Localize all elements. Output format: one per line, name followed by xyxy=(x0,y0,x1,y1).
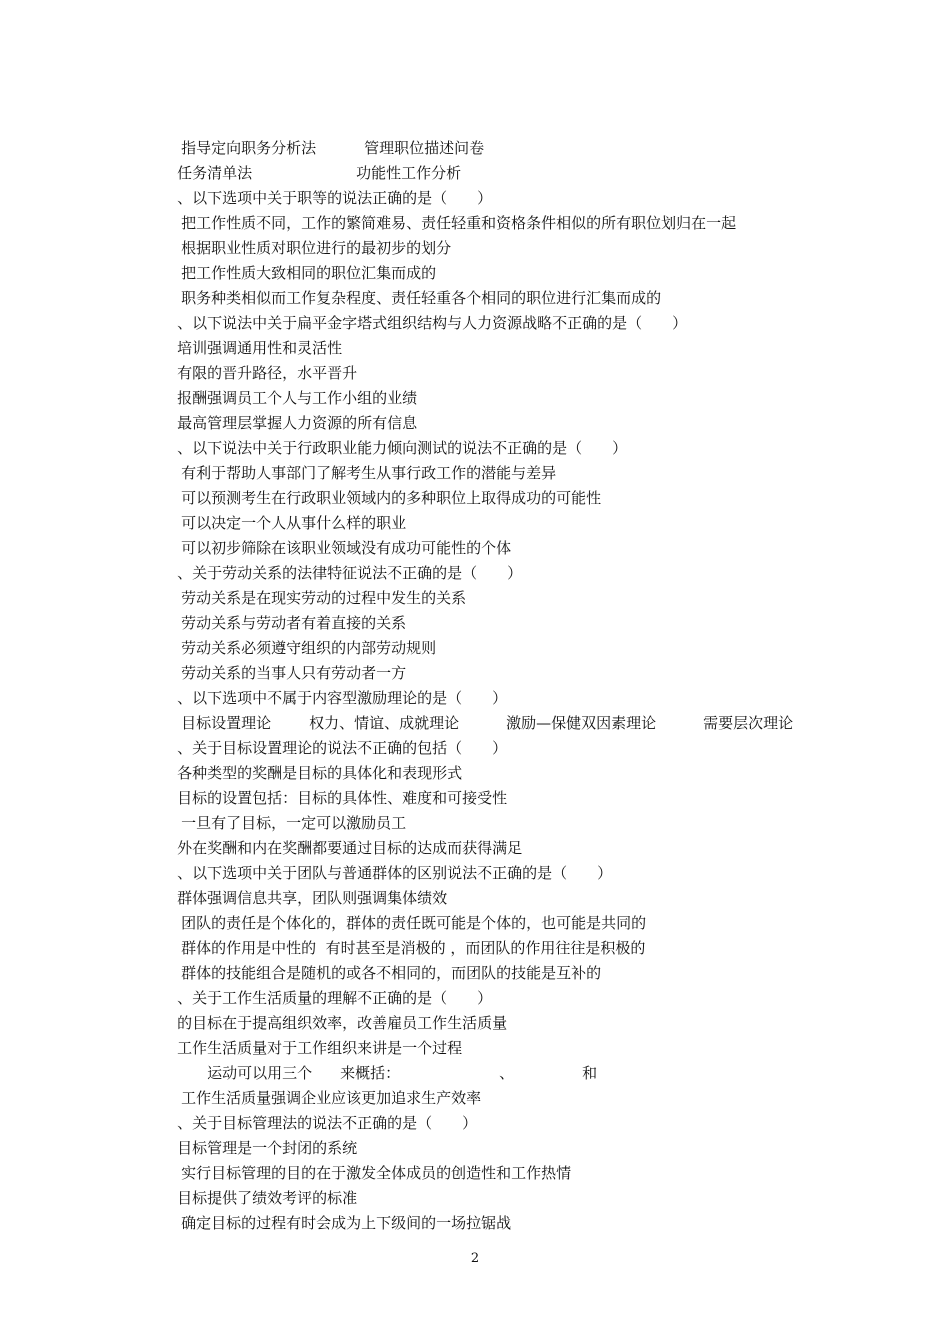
line-segment: 、以下选项中关于职等的说法正确的是（ ） xyxy=(177,189,493,207)
line-segment: 、关于目标管理法的说法不正确的是（ ） xyxy=(177,1114,478,1132)
line-segment: 把工作性质大致相同的职位汇集而成的 xyxy=(181,264,437,282)
line-segment: 权力、情谊、成就理论 xyxy=(309,714,460,732)
line-segment: 工作生活质量对于工作组织来讲是一个过程 xyxy=(177,1039,463,1057)
line-segment: 管理职位描述问卷 xyxy=(364,139,485,157)
line-segment: 、关于工作生活质量的理解不正确的是（ ） xyxy=(177,989,493,1007)
line-segment: 目标管理是一个封闭的系统 xyxy=(177,1139,358,1157)
line-segment: 实行目标管理的目的在于激发全体成员的创造性和工作热情 xyxy=(181,1164,572,1182)
line-segment: 任务清单法 xyxy=(177,164,253,182)
line-segment: 可以初步筛除在该职业领域没有成功可能性的个体 xyxy=(181,539,512,557)
line-segment: 的目标在于提高组织效率，改善雇员工作生活质量 xyxy=(177,1014,508,1032)
line-segment: 可以预测考生在行政职业领域内的多种职位上取得成功的可能性 xyxy=(181,489,602,507)
line-segment: 、关于劳动关系的法律特征说法不正确的是（ ） xyxy=(177,564,523,582)
line-segment: 工作生活质量强调企业应该更加追求生产效率 xyxy=(181,1089,482,1107)
line-segment: 、以下说法中关于扁平金字塔式组织结构与人力资源战略不正确的是（ ） xyxy=(177,314,688,332)
line-segment: 群体的作用是中性的 有时甚至是消极的 ，而团队的作用往往是积极的 xyxy=(181,939,646,957)
page-number: 2 xyxy=(470,1251,480,1266)
line-segment: 职务种类相似而工作复杂程度、责任轻重各个相同的职位进行汇集而成的 xyxy=(181,289,662,307)
line-segment: 把工作性质不同，工作的繁简难易、责任轻重和资格条件相似的所有职位划归在一起 xyxy=(181,214,737,232)
line-segment: 、 xyxy=(499,1064,515,1082)
line-segment: 最高管理层掌握人力资源的所有信息 xyxy=(177,414,418,432)
line-segment: 劳动关系与劳动者有着直接的关系 xyxy=(181,614,407,632)
line-segment: 外在奖酬和内在奖酬都要通过目标的达成而获得满足 xyxy=(177,839,523,857)
line-segment: 报酬强调员工个人与工作小组的业绩 xyxy=(177,389,418,407)
line-segment: 确定目标的过程有时会成为上下级间的一场拉锯战 xyxy=(181,1214,512,1232)
line-segment: 团队的责任是个体化的，群体的责任既可能是个体的，也可能是共同的 xyxy=(181,914,647,932)
line-segment: 有限的晋升路径，水平晋升 xyxy=(177,364,358,382)
line-segment: 劳动关系是在现实劳动的过程中发生的关系 xyxy=(181,589,467,607)
line-segment: 指导定向职务分析法 xyxy=(181,139,317,157)
option-line xyxy=(162,1193,511,1253)
line-segment: 培训强调通用性和灵活性 xyxy=(177,339,343,357)
line-segment: 有利于帮助人事部门了解考生从事行政工作的潜能与差异 xyxy=(181,464,557,482)
option-line xyxy=(684,693,793,753)
line-segment: 目标的设置包括：目标的具体性、难度和可接受性 xyxy=(177,789,508,807)
line-segment: 群体强调信息共享，团队则强调集体绩效 xyxy=(177,889,448,907)
line-segment: 劳动关系必须遵守组织的内部劳动规则 xyxy=(181,639,437,657)
line-segment: 功能性工作分析 xyxy=(356,164,462,182)
line-segment: 、以下选项中不属于内容型激励理论的是（ ） xyxy=(177,689,508,707)
option-line xyxy=(563,1043,597,1103)
line-segment: 各种类型的奖酬是目标的具体化和表现形式 xyxy=(177,764,463,782)
line-segment: 来概括： xyxy=(340,1064,401,1082)
line-segment: 可以决定一个人从事什么样的职业 xyxy=(181,514,407,532)
line-segment: 、关于目标设置理论的说法不正确的包括（ ） xyxy=(177,739,508,757)
line-segment: 需要层次理论 xyxy=(703,714,794,732)
line-segment: 、以下说法中关于行政职业能力倾向测试的说法不正确的是（ ） xyxy=(177,439,628,457)
option-line xyxy=(480,1043,514,1103)
line-segment: 劳动关系的当事人只有劳动者一方 xyxy=(181,664,407,682)
line-segment: 目标提供了绩效考评的标准 xyxy=(177,1189,358,1207)
option-line xyxy=(487,693,656,753)
line-segment: 根据职业性质对职位进行的最初步的划分 xyxy=(181,239,452,257)
line-segment: 目标设置理论 xyxy=(181,714,272,732)
line-segment: 群体的技能组合是随机的或各不相同的，而团队的技能是互补的 xyxy=(181,964,602,982)
line-segment: 、以下选项中关于团队与普通群体的区别说法不正确的是（ ） xyxy=(177,864,613,882)
line-segment: 激励—保健双因素理论 xyxy=(506,714,657,732)
line-segment: 和 xyxy=(582,1064,598,1082)
line-segment: 一旦有了目标，一定可以激励员工 xyxy=(181,814,407,832)
line-segment: 运动可以用三个 xyxy=(207,1064,313,1082)
